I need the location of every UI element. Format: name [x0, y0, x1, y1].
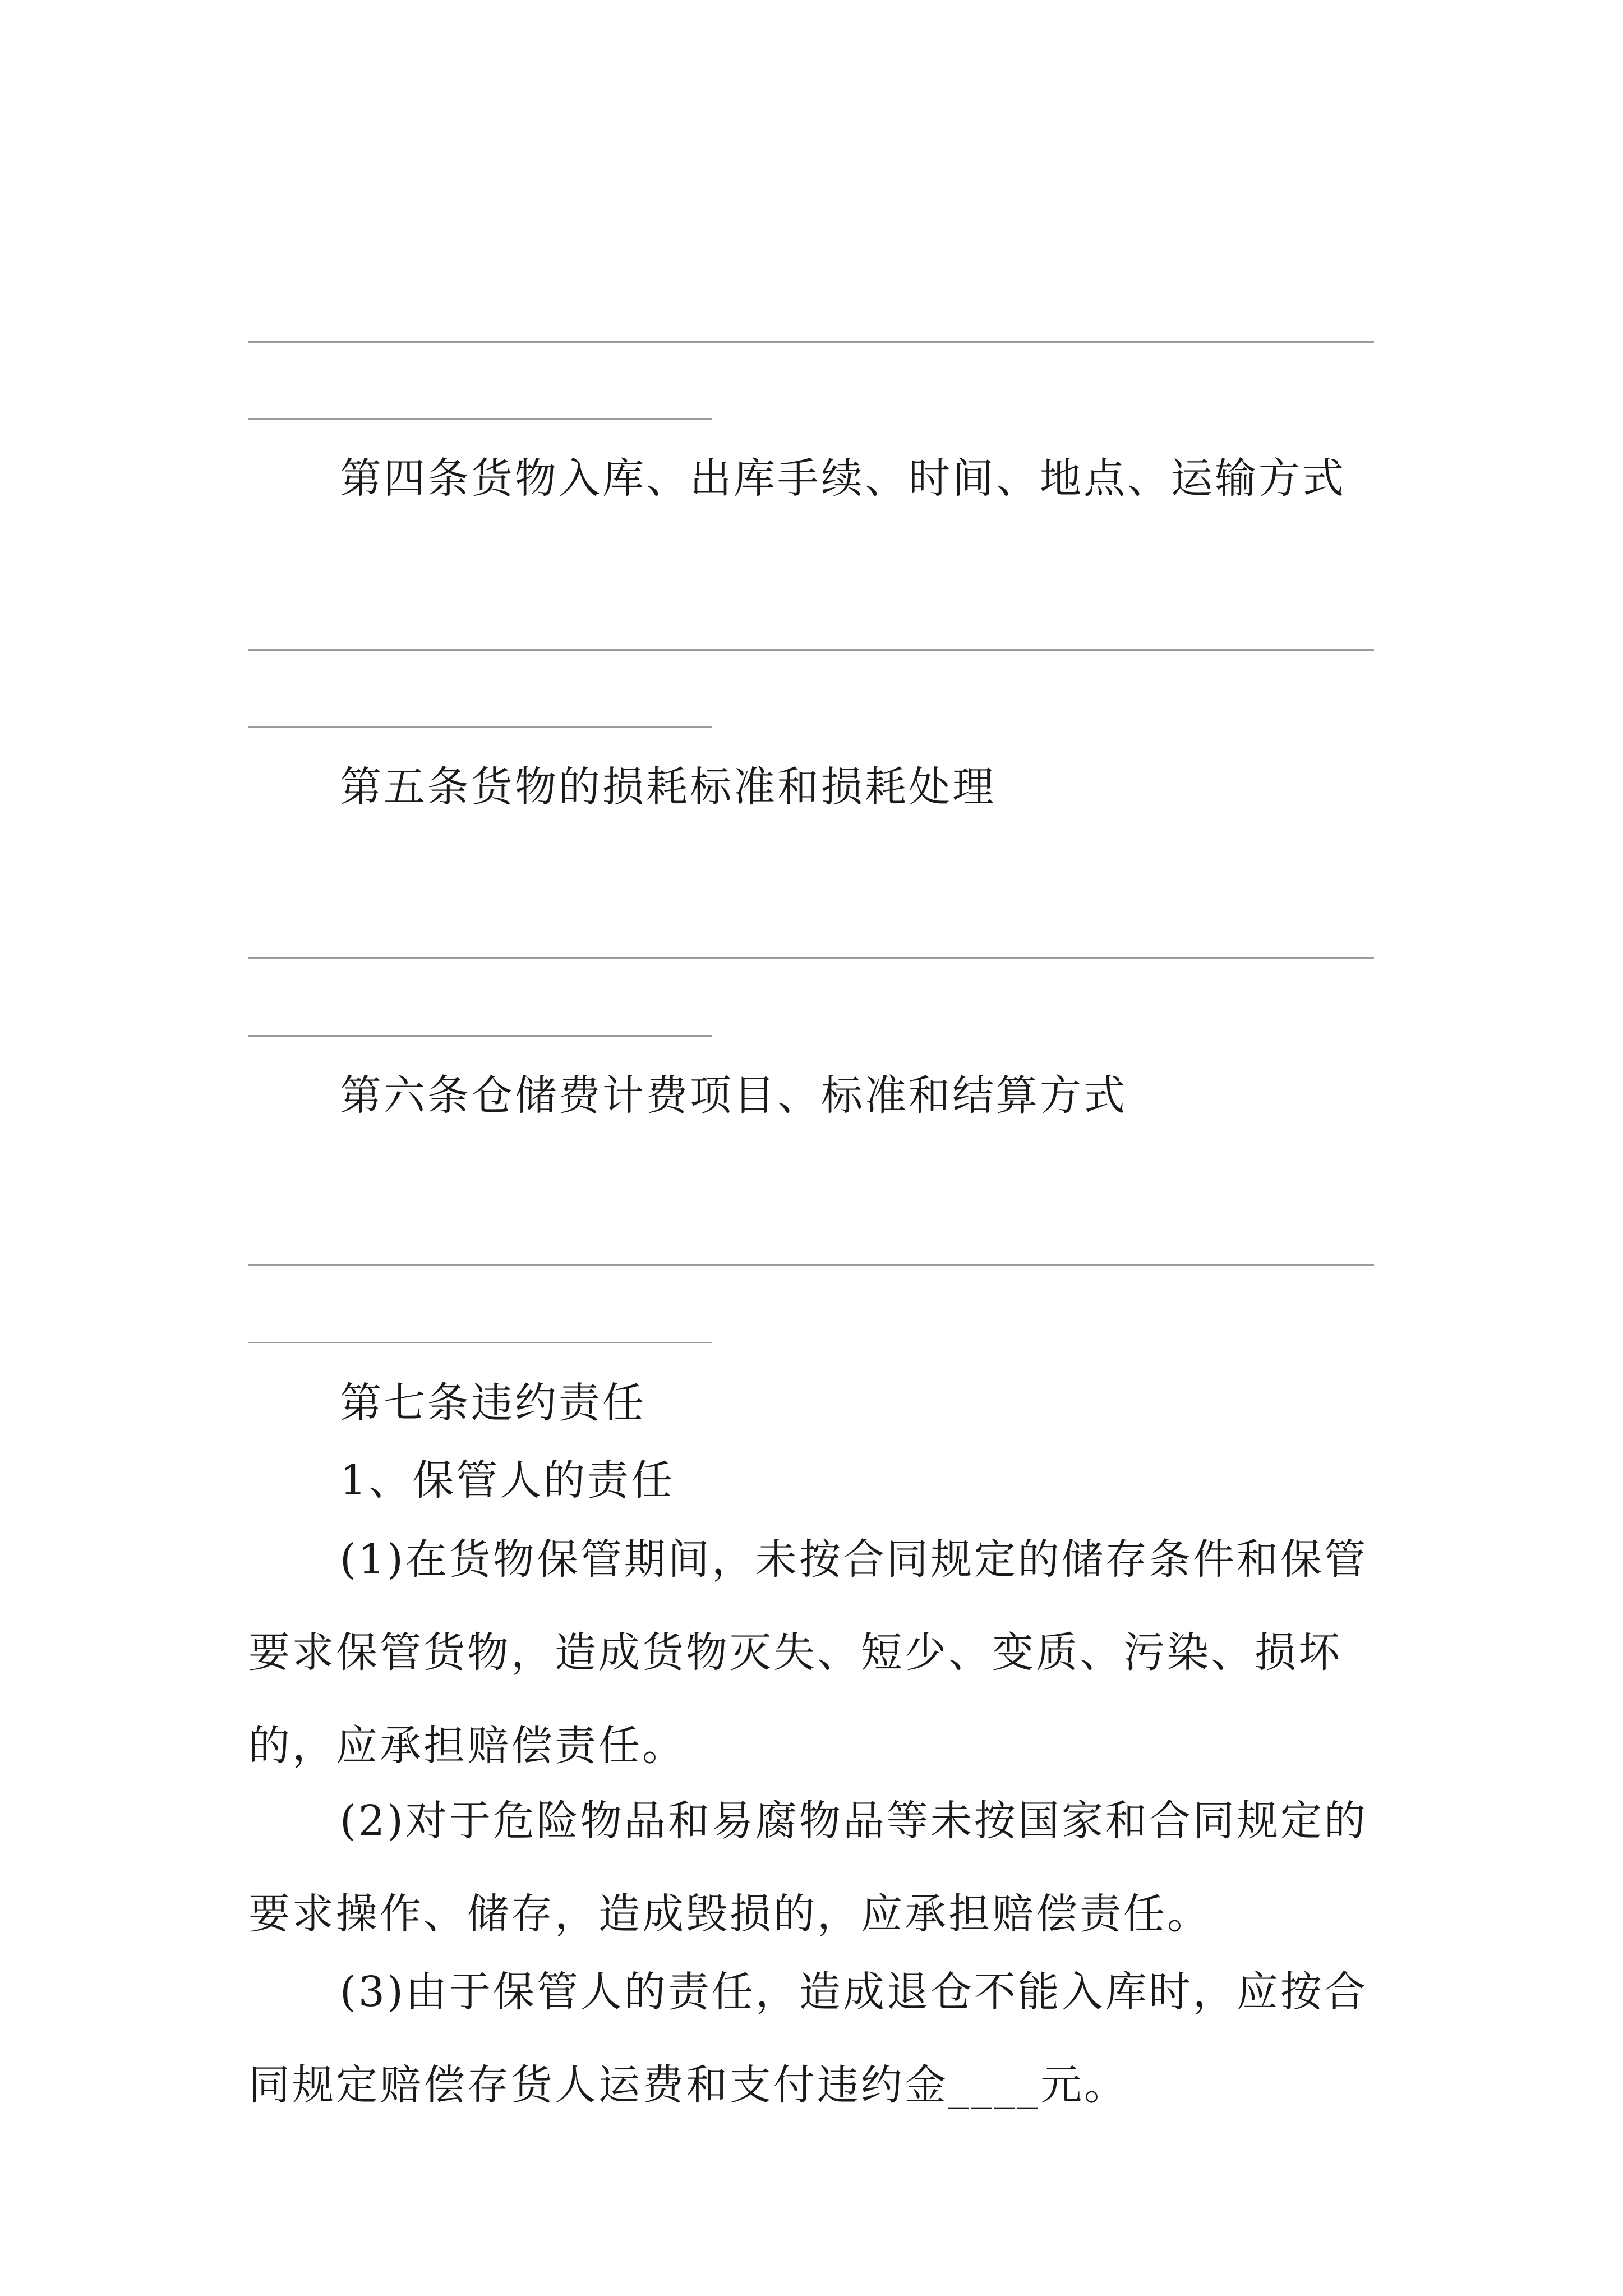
- liability-item-1: [248, 1513, 1393, 1792]
- article-6-title: 第六条仓储费计费项目、标准和结算方式: [340, 1071, 1127, 1120]
- article-7-title: 第七条违约责任: [340, 1379, 646, 1427]
- blank-line: [248, 418, 712, 420]
- liability-item-3: [248, 1945, 1393, 2132]
- liability-item-1-text: (1)在货物保管期间，未按合同规定的储存条件和保管要求保管货物，造成货物灭失、短少、变质、污染、损坏的，应承担赔偿责任。: [248, 1535, 1368, 1770]
- liability-item-3-text: (3)由于保管人的责任，造成退仓不能入库时，应按合同规定赔偿存货人运费和支付违约金____元。: [248, 1968, 1368, 2109]
- article-5-title: 第五条货物的损耗标准和损耗处理: [340, 763, 996, 811]
- liability-heading: 1、保管人的责任: [340, 1456, 675, 1504]
- blank-line: [248, 957, 1374, 959]
- blank-line: [248, 1342, 712, 1343]
- blank-line: [248, 1035, 712, 1037]
- blank-line: [248, 341, 1374, 343]
- blank-line: [248, 1264, 1374, 1266]
- article-4-title: 第四条货物入库、出库手续、时间、地点、运输方式: [340, 454, 1346, 503]
- blank-line: [248, 726, 712, 728]
- liability-item-2: [248, 1774, 1393, 1961]
- liability-item-2-text: (2)对于危险物品和易腐物品等未按国家和合同规定的要求操作、储存，造成毁损的，应承担赔偿责任。: [248, 1797, 1368, 1938]
- blank-line: [248, 649, 1374, 651]
